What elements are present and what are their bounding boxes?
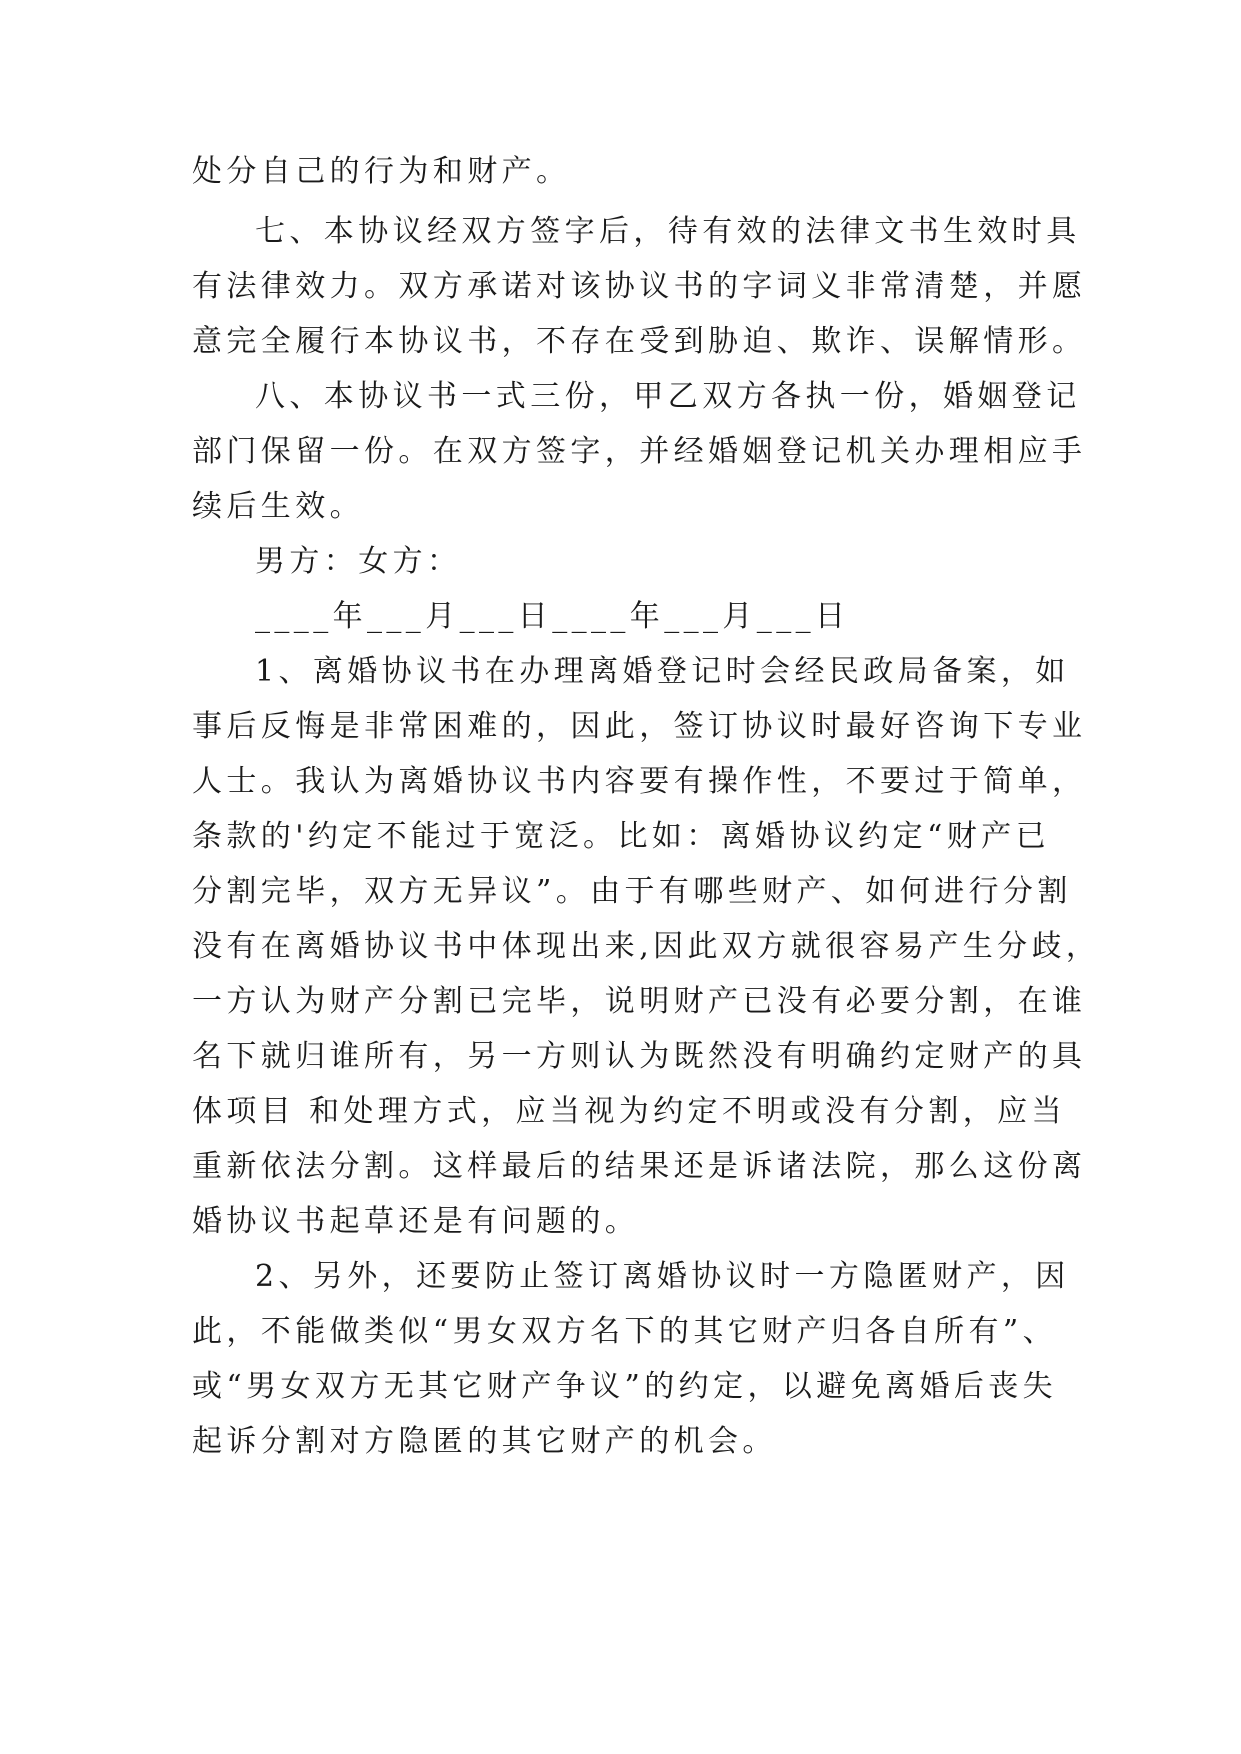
text-line: 此，不能做类似“男女双方名下的其它财产归各自所有”、 — [192, 1314, 1058, 1349]
text-line: 部门保留一份。在双方签字，并经婚姻登记机关办理相应手 — [192, 434, 1087, 469]
text-line: 体项目 和处理方式，应当视为约定不明或没有分割，应当 — [192, 1094, 1066, 1129]
text-line: 1、离婚协议书在办理离婚登记时会经民政局备案，如 — [255, 654, 1070, 689]
signature-labels: 男方：女方： — [255, 544, 462, 579]
text-line: 续后生效。 — [192, 489, 364, 524]
text-line: 分割完毕，双方无异议”。由于有哪些财产、如何进行分割 — [192, 874, 1072, 909]
text-line: 意完全履行本协议书，不存在受到胁迫、欺诈、误解情形。 — [192, 324, 1087, 359]
text-line: 人士。我认为离婚协议书内容要有操作性，不要过于简单， — [192, 764, 1087, 799]
date-blanks: ____年___月___日____年___月___日 — [255, 599, 850, 634]
text-line: 条款的'约定不能过于宽泛。比如：离婚协议约定“财产已 — [192, 819, 1050, 854]
text-line: 事后反悔是非常困难的，因此，签订协议时最好咨询下专业 — [192, 709, 1087, 744]
text-line: 有法律效力。双方承诺对该协议书的字词义非常清楚，并愿 — [192, 269, 1087, 304]
text-line: 或“男女双方无其它财产争议”的约定，以避免离婚后丧失 — [192, 1369, 1058, 1404]
text-line: 七、本协议经双方签字后，待有效的法律文书生效时具 — [255, 214, 1081, 249]
text-line: 没有在离婚协议书中体现出来,因此双方就很容易产生分歧， — [192, 929, 1101, 964]
text-line: 一方认为财产分割已完毕，说明财产已没有必要分割，在谁 — [192, 984, 1087, 1019]
text-line: 重新依法分割。这样最后的结果还是诉诸法院，那么这份离 — [192, 1149, 1087, 1184]
text-line: 婚协议书起草还是有问题的。 — [192, 1204, 640, 1239]
text-line: 起诉分割对方隐匿的其它财产的机会。 — [192, 1424, 777, 1459]
text-line: 八、本协议书一式三份，甲乙双方各执一份，婚姻登记 — [255, 379, 1081, 414]
text-line: 处分自己的行为和财产。 — [192, 154, 571, 189]
text-line: 名下就归谁所有，另一方则认为既然没有明确约定财产的具 — [192, 1039, 1087, 1074]
text-line: 2、另外，还要防止签订离婚协议时一方隐匿财产，因 — [255, 1259, 1070, 1294]
